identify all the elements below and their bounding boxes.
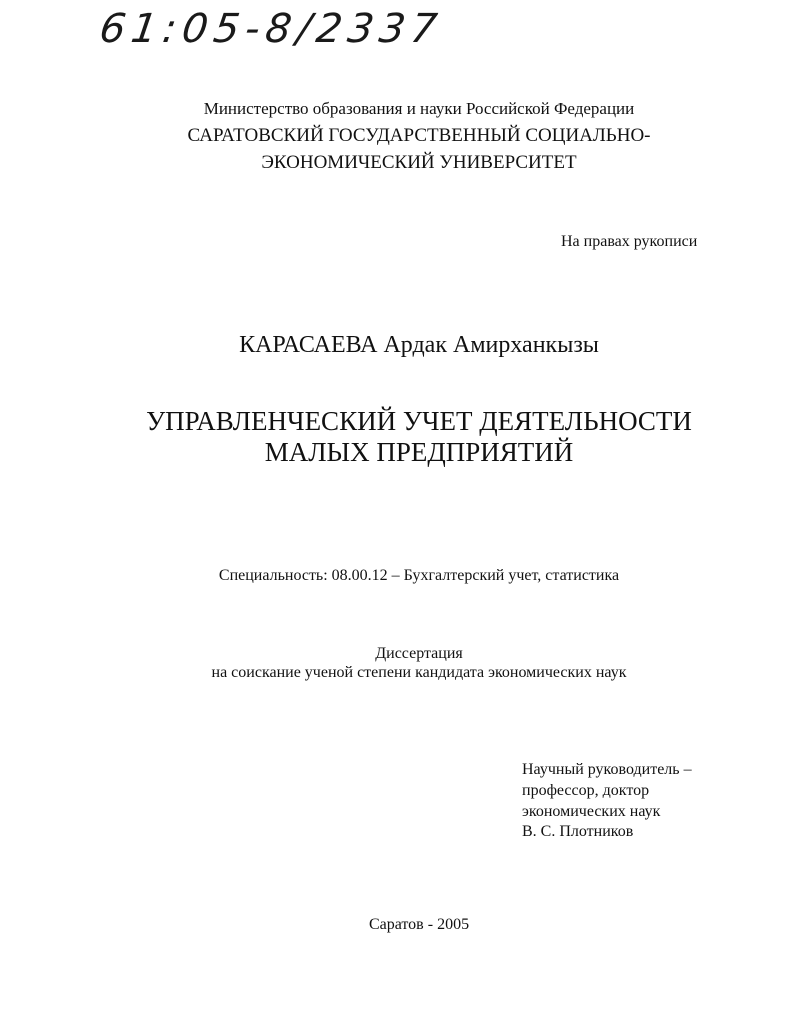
advisor-line3: экономических наук: [522, 803, 661, 820]
thesis-title-line2: МАЛЫХ ПРЕДПРИЯТИЙ: [264, 437, 574, 467]
city-year: Саратов - 2005: [368, 916, 470, 933]
dissertation-type: Диссертация: [375, 645, 463, 662]
specialty: Специальность: 08.00.12 – Бухгалтерский учет, статистика: [218, 567, 620, 584]
university-name-line1: САРАТОВСКИЙ ГОСУДАРСТВЕННЫЙ СОЦИАЛЬНО-: [187, 125, 651, 146]
advisor-line1: Научный руководитель –: [522, 761, 692, 778]
university-name-line2: ЭКОНОМИЧЕСКИЙ УНИВЕРСИТЕТ: [261, 152, 577, 173]
degree-sought: на соискание ученой степени кандидата экономических наук: [211, 664, 627, 681]
archive-number-handwritten: 61:05-8/2337: [96, 6, 446, 52]
rights-note: На правах рукописи: [561, 233, 698, 250]
ministry-name: Министерство образования и науки Российской Федерации: [203, 99, 635, 118]
thesis-title-line1: УПРАВЛЕНЧЕСКИЙ УЧЕТ ДЕЯТЕЛЬНОСТИ: [146, 406, 692, 436]
advisor-name: В. С. Плотников: [522, 823, 634, 840]
author-name: КАРАСАЕВА Ардак Амирханкызы: [239, 332, 599, 358]
advisor-line2: профессор, доктор: [522, 782, 650, 799]
